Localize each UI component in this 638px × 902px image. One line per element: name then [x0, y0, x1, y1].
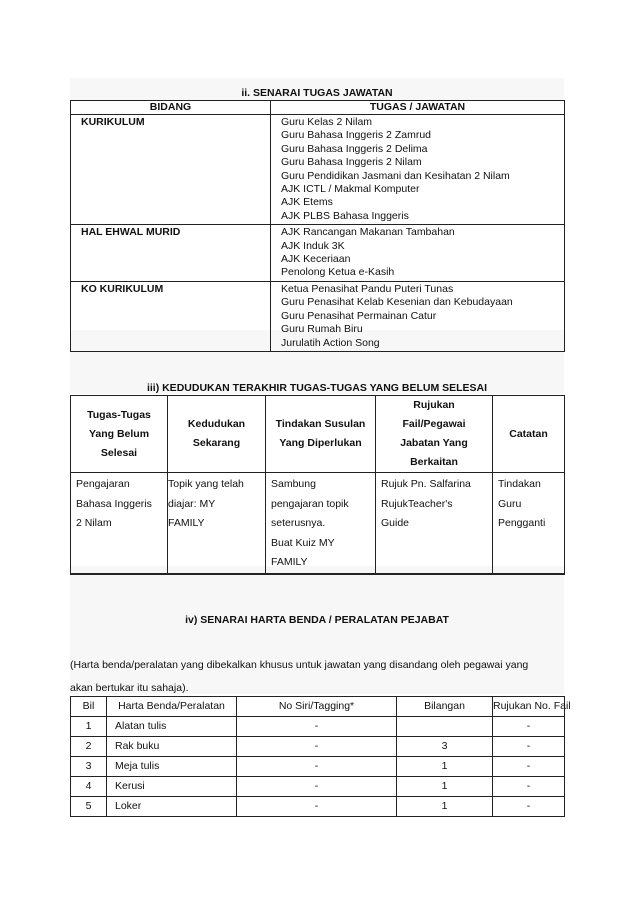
cell-kedudukan: Topik yang telah diajar: MY FAMILY: [168, 473, 266, 574]
duty-item: Guru Kelas 2 Nilam: [281, 116, 373, 128]
section2-title: ii. SENARAI TUGAS JAWATAN: [241, 87, 393, 99]
note-line-1: (Harta benda/peralatan yang dibekalkan khusus untuk jawatan yang disandang oleh pegawai yang: [70, 659, 529, 671]
duty-item: AJK Rancangan Makanan Tambahan: [281, 226, 455, 239]
header-tindakan: Tindakan Susulan Yang Diperlukan: [266, 396, 376, 473]
header-rujukan-fail: Rujukan No. Fail: [493, 697, 565, 717]
header-bil: Bil: [71, 697, 107, 717]
table-row: [71, 115, 565, 225]
header-no-siri: No Siri/Tagging*: [237, 697, 397, 717]
cell-rujukan: -: [493, 717, 565, 737]
section4-band: [70, 566, 564, 694]
table-row: [71, 777, 565, 797]
cell-bilangan: 1: [397, 797, 493, 817]
pending-header-row: [71, 396, 565, 473]
cell-item: Kerusi: [107, 777, 237, 797]
header-kedudukan: Kedudukan Sekarang: [168, 396, 266, 473]
duty-item: Guru Penasihat Permainan Catur: [281, 309, 437, 322]
header-tugas-belum-selesai: Tugas-Tugas Yang Belum Selesai: [71, 396, 168, 473]
cell-rujukan: Rujuk Pn. Salfarina RujukTeacher's Guide: [376, 473, 493, 574]
tugas-cell: [271, 281, 565, 351]
note-line-2: akan bertukar itu sahaja).: [70, 682, 189, 694]
duty-item: Guru Penasihat Kelab Kesenian dan Kebudayaan: [281, 296, 513, 309]
duty-item: AJK ICTL / Makmal Komputer: [281, 183, 420, 196]
duty-item: Penolong Ketua e-Kasih: [281, 266, 395, 279]
cell-item: Rak buku: [107, 737, 237, 757]
cell-tugas: Pengajaran Bahasa Inggeris 2 Nilam: [71, 473, 168, 574]
table-row: [71, 797, 565, 817]
bidang-cell: KO KURIKULUM: [71, 281, 271, 351]
duty-item: AJK Keceriaan: [281, 253, 351, 266]
cell-catatan: Tindakan Guru Pengganti: [493, 473, 565, 574]
header-rujukan: Rujukan Fail/Pegawai Jabatan Yang Berkaitan: [376, 396, 493, 473]
cell-rujukan: -: [493, 757, 565, 777]
duty-item: Guru Bahasa Inggeris 2 Zamrud: [281, 129, 431, 142]
pending-tasks-table: [70, 395, 565, 575]
assets-table: [70, 696, 571, 817]
cell-bil: 3: [71, 757, 107, 777]
table-row: [71, 737, 565, 757]
header-bilangan: Bilangan: [397, 697, 493, 717]
cell-bilangan: 1: [397, 777, 493, 797]
tugas-cell: [271, 115, 565, 225]
duty-item: AJK Induk 3K: [281, 239, 345, 252]
cell-no-siri: -: [237, 737, 397, 757]
duties-table: [70, 100, 565, 352]
duty-item: AJK Etems: [281, 196, 333, 209]
table-row: [71, 717, 565, 737]
table-row: [71, 225, 565, 282]
table-row: [71, 757, 565, 777]
duties-header-row: [71, 101, 565, 115]
duty-item: Jurulatih Action Song: [281, 336, 380, 349]
cell-rujukan: -: [493, 737, 565, 757]
cell-rujukan: -: [493, 777, 565, 797]
cell-rujukan: -: [493, 797, 565, 817]
section4-title: iv) SENARAI HARTA BENDA / PERALATAN PEJABAT: [185, 614, 449, 626]
header-harta: Harta Benda/Peralatan: [107, 697, 237, 717]
duty-item: Guru Rumah Biru: [281, 323, 363, 336]
header-tugas: TUGAS / JAWATAN: [271, 101, 565, 115]
cell-bilangan: 3: [397, 737, 493, 757]
assets-header-row: [71, 697, 565, 717]
header-catatan: Catatan: [493, 396, 565, 473]
cell-no-siri: -: [237, 797, 397, 817]
cell-bil: 4: [71, 777, 107, 797]
cell-bil: 1: [71, 717, 107, 737]
cell-item: Alatan tulis: [107, 717, 237, 737]
cell-bil: 5: [71, 797, 107, 817]
duty-item: Guru Pendidikan Jasmani dan Kesihatan 2 Nilam: [281, 169, 510, 182]
duty-item: Ketua Penasihat Pandu Puteri Tunas: [281, 282, 454, 295]
cell-no-siri: -: [237, 757, 397, 777]
duty-item: Guru Bahasa Inggeris 2 Delima: [281, 142, 428, 155]
cell-tindakan: Sambung pengajaran topik seterusnya. Buat Kuiz MY FAMILY: [266, 473, 376, 574]
bidang-cell: KURIKULUM: [71, 115, 271, 225]
cell-no-siri: -: [237, 777, 397, 797]
table-row: [71, 473, 565, 574]
cell-item: Loker: [107, 797, 237, 817]
section3-title: iii) KEDUDUKAN TERAKHIR TUGAS-TUGAS YANG BELUM SELESAI: [146, 382, 488, 394]
header-bidang: BIDANG: [71, 101, 271, 115]
cell-no-siri: -: [237, 717, 397, 737]
bidang-cell: HAL EHWAL MURID: [71, 225, 271, 282]
duty-item: AJK PLBS Bahasa Inggeris: [281, 209, 409, 222]
table-row: [71, 281, 565, 351]
duty-item: Guru Bahasa Inggeris 2 Nilam: [281, 156, 422, 169]
cell-bil: 2: [71, 737, 107, 757]
cell-bilangan: 1: [397, 757, 493, 777]
cell-item: Meja tulis: [107, 757, 237, 777]
cell-bilangan: [397, 717, 493, 737]
tugas-cell: [271, 225, 565, 282]
